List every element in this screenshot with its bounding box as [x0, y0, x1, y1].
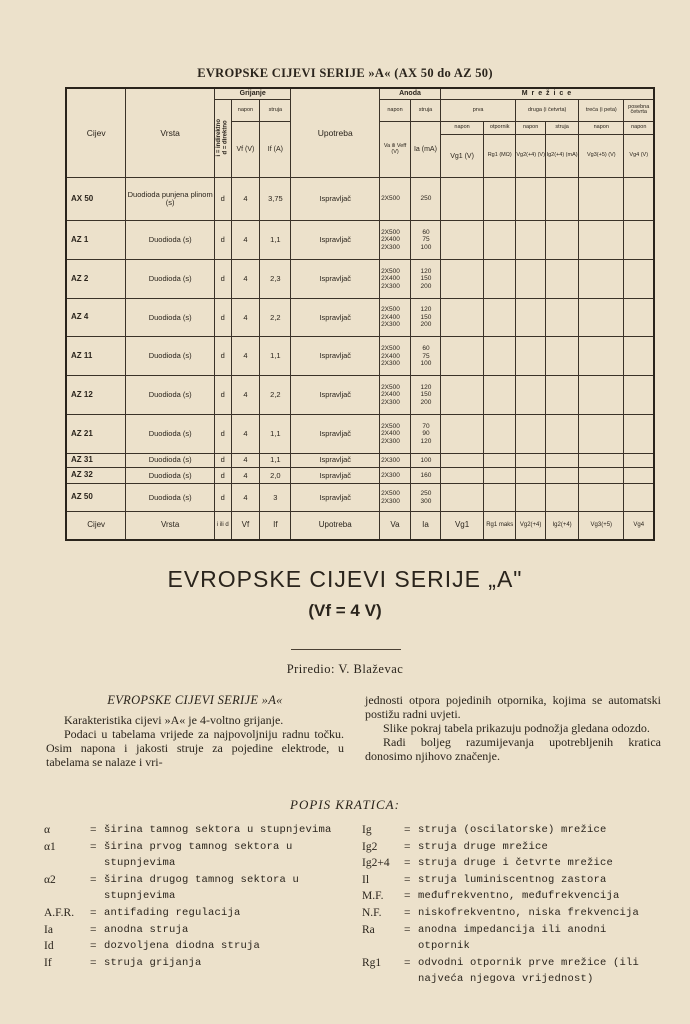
- cell-grid-empty: [546, 221, 579, 260]
- cell-vf: 4: [231, 337, 260, 376]
- table-row: [66, 468, 654, 484]
- subtitle: (Vf = 4 V): [308, 601, 382, 620]
- footer-heat: i ili d: [215, 511, 232, 540]
- equals-sign: =: [404, 923, 411, 936]
- equals-sign: =: [90, 873, 97, 886]
- cell-upotreba: Ispravljač: [291, 298, 380, 337]
- cell-tube: AZ 4: [66, 298, 126, 337]
- cell-grid-empty: [440, 178, 483, 221]
- abbreviation-item: [44, 872, 344, 905]
- cell-vrsta: Duodioda (s): [126, 484, 215, 512]
- abbreviation-symbol: α1: [44, 840, 56, 853]
- cell-va: 2X500 2X300: [380, 484, 411, 512]
- cell-tube: AZ 31: [66, 453, 126, 467]
- abbreviation-item: [44, 839, 344, 872]
- equals-sign: =: [404, 857, 411, 870]
- cell-grid-empty: [546, 414, 579, 453]
- cell-ia: 250 300: [411, 484, 441, 512]
- abbreviation-definition: struja druge i četvrte mrežice: [418, 857, 614, 870]
- cell-ia: 250: [411, 178, 441, 221]
- table-row: [66, 376, 654, 415]
- abbreviation-item: [362, 822, 664, 839]
- cell-va: 2X500 2X400 2X300: [380, 298, 411, 337]
- cell-grid-empty: [484, 337, 516, 376]
- cell-va: 2X500: [380, 178, 411, 221]
- cell-grid-empty: [624, 259, 654, 298]
- cell-grid-empty: [546, 376, 579, 415]
- cell-heat: d: [215, 468, 232, 484]
- abbreviation-definition: struja druge mrežice: [418, 840, 549, 853]
- table-title: EVROPSKE CIJEVI SERIJE »A« (AX 50 do AZ 50): [197, 66, 493, 80]
- cell-grid-empty: [484, 376, 516, 415]
- equals-sign: =: [90, 906, 97, 919]
- cell-grid-empty: [546, 259, 579, 298]
- cell-vrsta: Duodioda (s): [126, 259, 215, 298]
- abbreviation-symbol: Ig: [362, 824, 372, 836]
- abbreviations-right: [362, 822, 664, 988]
- cell-grid-empty: [624, 468, 654, 484]
- cell-if: 1,1: [260, 221, 291, 260]
- abbreviation-definition: antifading regulacija: [104, 906, 241, 919]
- abbreviation-definition: struja (oscilatorske) mrežice: [418, 824, 607, 836]
- cell-grid-empty: [546, 468, 579, 484]
- cell-upotreba: Ispravljač: [291, 484, 380, 512]
- cell-va: 2X500 2X400 2X300: [380, 337, 411, 376]
- table-row: [66, 453, 654, 467]
- header-anoda-napon: napon: [380, 99, 411, 121]
- cell-grid-empty: [579, 298, 624, 337]
- cell-grid-empty: [516, 468, 546, 484]
- cell-va: 2X300: [380, 453, 411, 467]
- cell-grid-empty: [484, 484, 516, 512]
- cell-tube: AX 50: [66, 178, 126, 221]
- abbreviation-symbol: α2: [44, 873, 56, 886]
- cell-grid-empty: [440, 221, 483, 260]
- cell-vf: 4: [231, 178, 260, 221]
- footer-vg1: Vg1: [440, 511, 483, 540]
- abbreviation-definition: međufrekventno, međufrekvencija: [418, 890, 620, 903]
- abbreviation-item: [362, 905, 664, 922]
- cell-if: 1,1: [260, 337, 291, 376]
- header-mrezice: M r e ž i c e: [440, 88, 654, 99]
- header-va: Va ili Veff (V): [380, 122, 411, 178]
- header-vg1: Vg1 (V): [440, 135, 483, 178]
- cell-upotreba: Ispravljač: [291, 414, 380, 453]
- cell-grid-empty: [546, 337, 579, 376]
- cell-vrsta: Duodioda (s): [126, 221, 215, 260]
- paragraph-1: Karakteristika cijevi »A« je 4-voltno grijanje.: [64, 713, 284, 727]
- abbreviation-definition: niskofrekventno, niska frekvencija: [418, 906, 640, 919]
- abbreviation-symbol: Il: [362, 873, 370, 886]
- cell-va: 2X500 2X400 2X300: [380, 221, 411, 260]
- header-heat-type: [215, 99, 232, 178]
- cell-vf: 4: [231, 414, 260, 453]
- cell-grid-empty: [546, 178, 579, 221]
- header-vg35: Vg3(+5) (V): [579, 135, 624, 178]
- cell-ia: 70 90 120: [411, 414, 441, 453]
- cell-tube: AZ 2: [66, 259, 126, 298]
- abbreviation-item: [362, 888, 664, 905]
- cell-grid-empty: [546, 453, 579, 467]
- cell-heat: d: [215, 178, 232, 221]
- cell-va: 2X300: [380, 468, 411, 484]
- abbreviation-definition: anodna struja: [104, 923, 189, 936]
- equals-sign: =: [404, 956, 411, 969]
- table-row: [66, 178, 654, 221]
- cell-grid-empty: [579, 376, 624, 415]
- header-heat-napon: napon: [231, 99, 260, 121]
- abbreviation-symbol: Ig2+4: [362, 857, 390, 870]
- cell-grid-empty: [624, 221, 654, 260]
- cell-grid-empty: [440, 414, 483, 453]
- abbreviation-item: [362, 872, 664, 889]
- cell-tube: AZ 1: [66, 221, 126, 260]
- intro-right-column: [365, 693, 661, 763]
- abbreviations-title: POPIS KRATICA:: [290, 797, 400, 812]
- paragraph-4: Slike pokraj tabela prikazuju podnožja gledana odozdo.: [383, 721, 650, 735]
- cell-grid-empty: [516, 414, 546, 453]
- cell-heat: d: [215, 259, 232, 298]
- cell-va: 2X500 2X400 2X300: [380, 376, 411, 415]
- equals-sign: =: [404, 840, 411, 853]
- cell-grid-empty: [624, 453, 654, 467]
- footer-rg1: Rg1 maks: [484, 511, 516, 540]
- cell-heat: d: [215, 453, 232, 467]
- cell-if: 2,2: [260, 298, 291, 337]
- footer-ig24: Ig2(+4): [546, 511, 579, 540]
- abbreviation-definition: odvodni otpornik prve mrežice (ili najveća njegova vrijednost): [418, 956, 640, 986]
- abbreviation-symbol: Ra: [362, 923, 375, 936]
- footer-if: If: [260, 511, 291, 540]
- equals-sign: =: [404, 824, 411, 836]
- header-ia: Ia (mA): [411, 122, 441, 178]
- cell-grid-empty: [516, 376, 546, 415]
- cell-vrsta: Duodioda punjena plinom (s): [126, 178, 215, 221]
- cell-if: 2,0: [260, 468, 291, 484]
- cell-if: 1,1: [260, 414, 291, 453]
- cell-grid-empty: [516, 259, 546, 298]
- header-prva: prva: [440, 99, 515, 121]
- table-row: [66, 259, 654, 298]
- cell-grid-empty: [624, 376, 654, 415]
- footer-vg35: Vg3(+5): [579, 511, 624, 540]
- header-cijev: Cijev: [66, 88, 126, 178]
- cell-upotreba: Ispravljač: [291, 453, 380, 467]
- cell-ia: 120 150 200: [411, 298, 441, 337]
- cell-upotreba: Ispravljač: [291, 178, 380, 221]
- table-row: [66, 337, 654, 376]
- equals-sign: =: [404, 890, 411, 903]
- cell-grid-empty: [579, 453, 624, 467]
- abbreviation-definition: anodna impedancija ili anodni otpornik: [418, 923, 607, 953]
- cell-vrsta: Duodioda (s): [126, 468, 215, 484]
- cell-va: 2X500 2X400 2X300: [380, 414, 411, 453]
- cell-ia: 100: [411, 453, 441, 467]
- header-anoda: Anoda: [380, 88, 441, 99]
- cell-grid-empty: [516, 178, 546, 221]
- cell-grid-empty: [484, 453, 516, 467]
- cell-ia: 60 75 100: [411, 221, 441, 260]
- header-vg24: Vg2(+4) (V): [516, 135, 546, 178]
- equals-sign: =: [90, 840, 97, 853]
- header-rg1: Rg1 (MΩ): [484, 135, 516, 178]
- equals-sign: =: [404, 873, 411, 886]
- cell-heat: d: [215, 376, 232, 415]
- abbreviation-item: [362, 922, 664, 955]
- label-direktno: d = direktno: [222, 120, 229, 155]
- equals-sign: =: [90, 956, 97, 969]
- footer-vf: Vf: [231, 511, 260, 540]
- cell-grid-empty: [624, 337, 654, 376]
- cell-grid-empty: [440, 484, 483, 512]
- cell-vf: 4: [231, 453, 260, 467]
- cell-tube: AZ 21: [66, 414, 126, 453]
- abbreviation-item: [44, 822, 344, 839]
- section-heading: EVROPSKE CIJEVI SERIJE »A«: [107, 693, 283, 707]
- header-heat-struja: struja: [260, 99, 291, 121]
- cell-vrsta: Duodioda (s): [126, 337, 215, 376]
- cell-grid-empty: [484, 298, 516, 337]
- cell-grid-empty: [579, 414, 624, 453]
- abbreviation-symbol: Ig2: [362, 840, 378, 853]
- abbreviation-definition: struja grijanja: [104, 956, 202, 969]
- cell-grid-empty: [546, 298, 579, 337]
- cell-grid-empty: [579, 337, 624, 376]
- header-druga: druga (i četvrta): [516, 99, 579, 121]
- cell-grid-empty: [579, 259, 624, 298]
- cell-tube: AZ 50: [66, 484, 126, 512]
- footer-upotreba: Upotreba: [291, 511, 380, 540]
- abbreviation-item: [362, 839, 664, 856]
- cell-vf: 4: [231, 484, 260, 512]
- header-ig24: Ig2(+4) (mA): [546, 135, 579, 178]
- divider: [291, 649, 401, 650]
- cell-ia: 120 150 200: [411, 259, 441, 298]
- cell-va: 2X500 2X400 2X300: [380, 259, 411, 298]
- cell-grid-empty: [440, 298, 483, 337]
- cell-grid-empty: [440, 259, 483, 298]
- header-vrsta: Vrsta: [126, 88, 215, 178]
- cell-heat: d: [215, 414, 232, 453]
- cell-heat: d: [215, 337, 232, 376]
- header-anoda-struja: struja: [411, 99, 441, 121]
- cell-upotreba: Ispravljač: [291, 337, 380, 376]
- cell-grid-empty: [516, 221, 546, 260]
- cell-vf: 4: [231, 259, 260, 298]
- abbreviation-definition: dozvoljena diodna struja: [104, 940, 261, 953]
- cell-upotreba: Ispravljač: [291, 376, 380, 415]
- abbreviation-item: [44, 905, 344, 922]
- header-m-napon4: napon: [624, 122, 654, 135]
- cell-grid-empty: [624, 298, 654, 337]
- table-row: [66, 221, 654, 260]
- cell-vrsta: Duodioda (s): [126, 376, 215, 415]
- cell-vrsta: Duodioda (s): [126, 453, 215, 467]
- header-if: If (A): [260, 122, 291, 178]
- cell-ia: 120 150 200: [411, 376, 441, 415]
- cell-grid-empty: [484, 221, 516, 260]
- cell-if: 3,75: [260, 178, 291, 221]
- cell-grid-empty: [624, 484, 654, 512]
- abbreviation-item: [362, 955, 664, 988]
- abbreviation-item: [44, 938, 344, 955]
- footer-vrsta: Vrsta: [126, 511, 215, 540]
- cell-grid-empty: [579, 484, 624, 512]
- equals-sign: =: [90, 923, 97, 936]
- header-m-otpornik: otpornik: [484, 122, 516, 135]
- cell-if: 2,2: [260, 376, 291, 415]
- header-m-struja2: struja: [546, 122, 579, 135]
- header-m-napon3: napon: [579, 122, 624, 135]
- abbreviation-definition: širina tamnog sektora u stupnjevima: [104, 824, 332, 836]
- header-upotreba: Upotreba: [291, 88, 380, 178]
- cell-grid-empty: [484, 468, 516, 484]
- cell-vf: 4: [231, 221, 260, 260]
- equals-sign: =: [90, 824, 97, 836]
- cell-grid-empty: [516, 453, 546, 467]
- cell-grid-empty: [484, 178, 516, 221]
- abbreviation-definition: struja luminiscentnog zastora: [418, 873, 607, 886]
- cell-if: 1,1: [260, 453, 291, 467]
- footer-vg24: Vg2(+4): [516, 511, 546, 540]
- cell-ia: 160: [411, 468, 441, 484]
- cell-vrsta: Duodioda (s): [126, 414, 215, 453]
- cell-grid-empty: [440, 453, 483, 467]
- abbreviation-symbol: Ia: [44, 923, 53, 936]
- author-line: Priredio: V. Blaževac: [286, 662, 404, 676]
- cell-grid-empty: [516, 298, 546, 337]
- cell-grid-empty: [546, 484, 579, 512]
- cell-grid-empty: [516, 337, 546, 376]
- abbreviation-symbol: α: [44, 824, 51, 836]
- cell-grid-empty: [516, 484, 546, 512]
- cell-grid-empty: [484, 414, 516, 453]
- header-treca: treća (i peta): [579, 99, 624, 121]
- cell-grid-empty: [624, 178, 654, 221]
- cell-tube: AZ 11: [66, 337, 126, 376]
- paragraph-5: Radi boljeg razumijevanja upotrebljenih kratica donosimo njihovo značenje.: [365, 735, 661, 763]
- cell-heat: d: [215, 298, 232, 337]
- header-m-napon: napon: [440, 122, 483, 135]
- abbreviation-item: [362, 855, 664, 872]
- cell-if: 2,3: [260, 259, 291, 298]
- abbreviation-symbol: N.F.: [362, 906, 382, 919]
- cell-grid-empty: [440, 337, 483, 376]
- abbreviation-item: [44, 955, 344, 972]
- abbreviation-symbol: Id: [44, 940, 54, 953]
- header-vg4: Vg4 (V): [624, 135, 654, 178]
- cell-vf: 4: [231, 298, 260, 337]
- table-row: [66, 298, 654, 337]
- header-vf: Vf (V): [231, 122, 260, 178]
- abbreviations-left: [44, 822, 344, 971]
- cell-grid-empty: [484, 259, 516, 298]
- cell-grid-empty: [579, 468, 624, 484]
- cell-upotreba: Ispravljač: [291, 468, 380, 484]
- cell-tube: AZ 12: [66, 376, 126, 415]
- footer-ia: Ia: [411, 511, 441, 540]
- abbreviation-definition: širina prvog tamnog sektora u stupnjevima: [104, 840, 293, 870]
- cell-ia: 60 75 100: [411, 337, 441, 376]
- label-indirektno: i = indirektno: [216, 118, 223, 157]
- abbreviation-symbol: M.F.: [362, 890, 384, 903]
- main-title: EVROPSKE CIJEVI SERIJE „A": [167, 566, 523, 592]
- equals-sign: =: [90, 940, 97, 953]
- header-m-napon2: napon: [516, 122, 546, 135]
- abbreviation-definition: širina drugog tamnog sektora u stupnjevima: [104, 873, 300, 903]
- abbreviation-symbol: Rg1: [362, 956, 382, 969]
- table-row: [66, 414, 654, 453]
- cell-grid-empty: [579, 178, 624, 221]
- cell-grid-empty: [579, 221, 624, 260]
- tube-table: [65, 87, 655, 541]
- cell-upotreba: Ispravljač: [291, 221, 380, 260]
- cell-vf: 4: [231, 376, 260, 415]
- cell-if: 3: [260, 484, 291, 512]
- footer-va: Va: [380, 511, 411, 540]
- equals-sign: =: [404, 906, 411, 919]
- cell-grid-empty: [440, 468, 483, 484]
- footer-vg4: Vg4: [624, 511, 654, 540]
- tube-rows: [66, 178, 654, 512]
- paragraph-3: jednosti otpora pojedinih otpornika, kojima se automatski postižu radni uvjeti.: [365, 693, 661, 721]
- header-grijanje: Grijanje: [215, 88, 291, 99]
- cell-heat: d: [215, 221, 232, 260]
- cell-heat: d: [215, 484, 232, 512]
- paragraph-2: Podaci u tabelama vrijede za najpovoljniju radnu točku. Osim napona i jakosti struje za pojedine elektrode, u tabelama se nalaze i vri-: [46, 727, 344, 769]
- cell-tube: AZ 32: [66, 468, 126, 484]
- cell-grid-empty: [624, 414, 654, 453]
- abbreviation-symbol: A.F.R.: [44, 906, 75, 919]
- cell-vrsta: Duodioda (s): [126, 298, 215, 337]
- cell-grid-empty: [440, 376, 483, 415]
- cell-upotreba: Ispravljač: [291, 259, 380, 298]
- footer-cijev: Cijev: [66, 511, 126, 540]
- abbreviation-symbol: If: [44, 956, 52, 969]
- table-row: [66, 484, 654, 512]
- cell-vf: 4: [231, 468, 260, 484]
- header-posebna: posebna četvrta: [624, 99, 654, 121]
- intro-left-column: [46, 693, 344, 769]
- abbreviation-item: [44, 922, 344, 939]
